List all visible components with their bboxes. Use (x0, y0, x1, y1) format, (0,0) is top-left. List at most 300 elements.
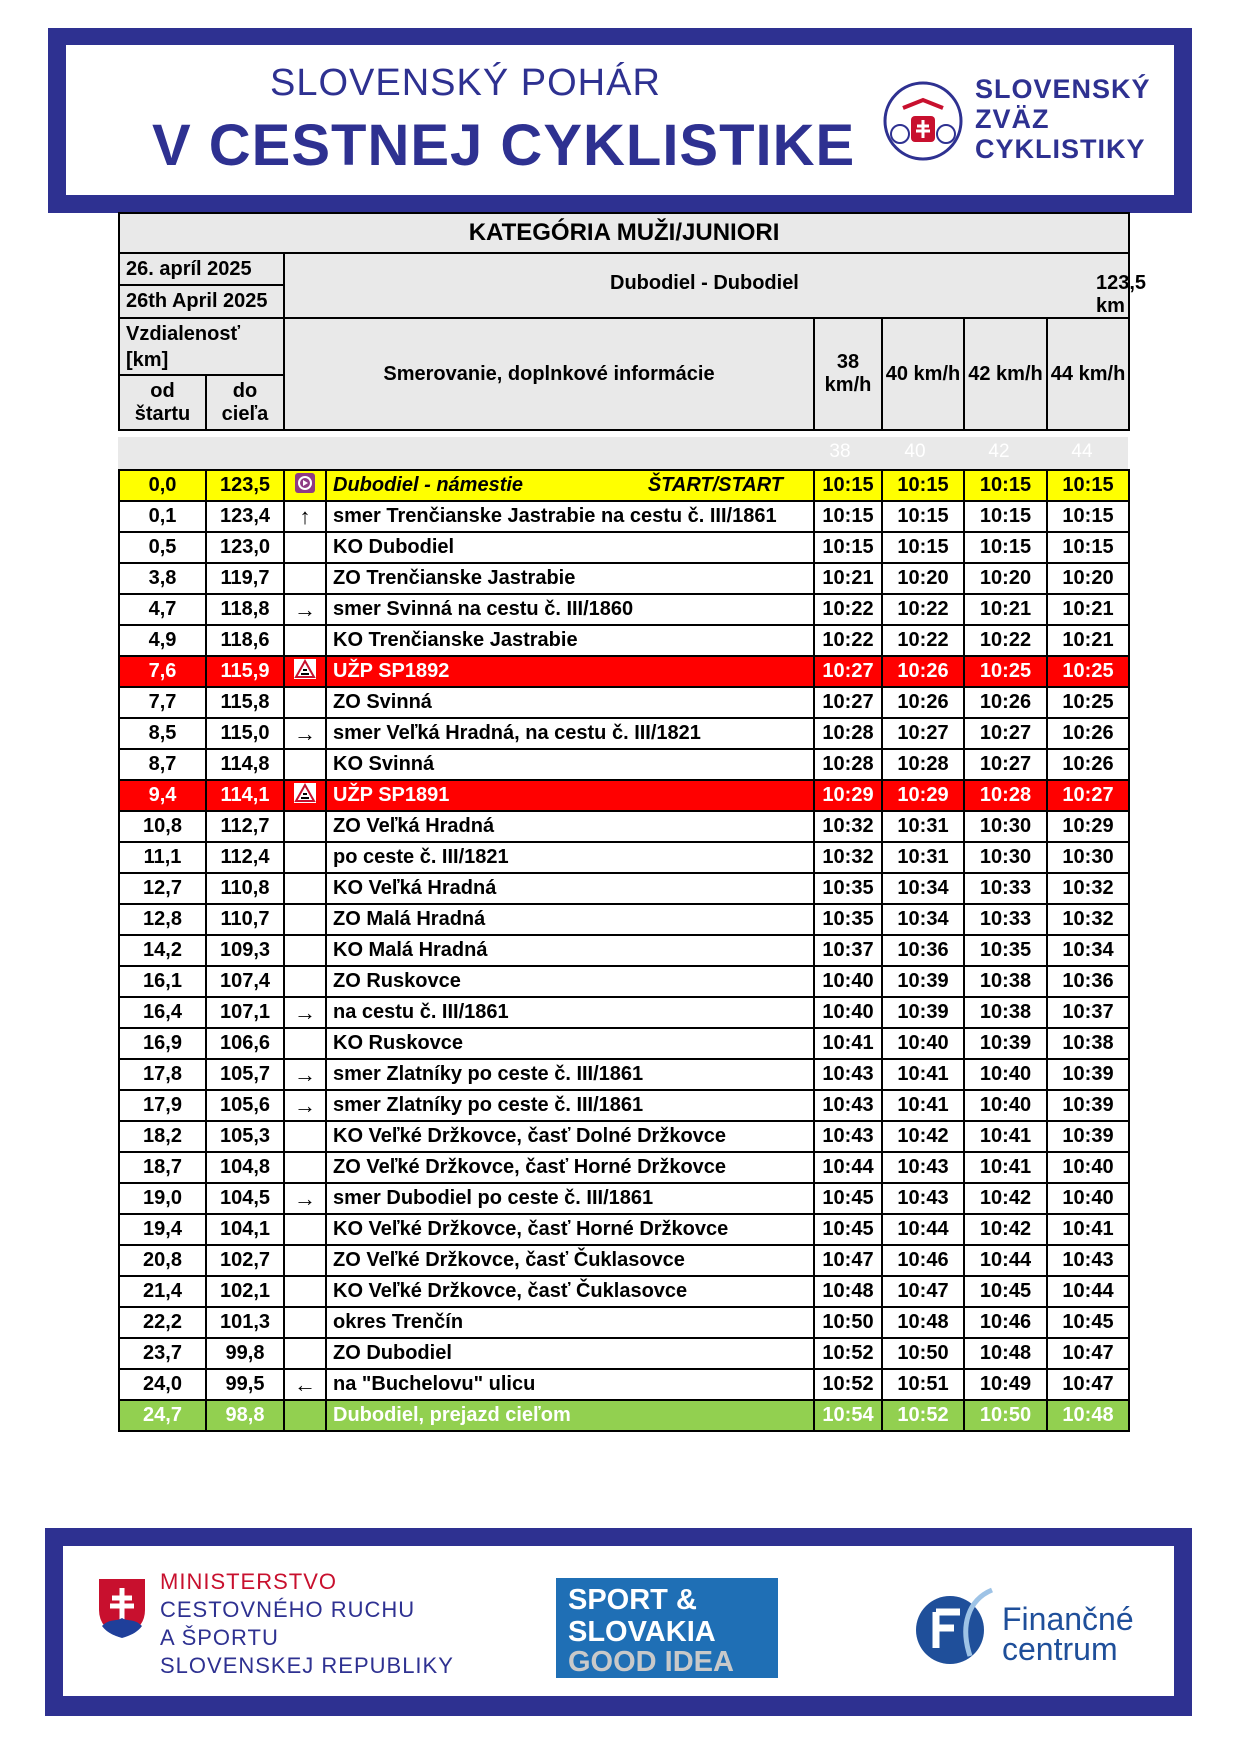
ministry-line2: CESTOVNÉHO RUCHU (160, 1597, 416, 1622)
to-finish-header: do cieľa (206, 375, 284, 430)
speed-header-38: 38 km/h (814, 318, 882, 430)
time-42: 10:15 (964, 532, 1047, 563)
table-row (119, 1152, 1129, 1183)
railway-crossing-icon (294, 783, 316, 808)
route-description-text: KO Veľká Hradná (333, 877, 497, 899)
km-to-finish: 105,3 (206, 1121, 284, 1152)
route-description-text: KO Veľké Držkovce, časť Horné Držkovce (333, 1218, 729, 1240)
time-42: 10:39 (964, 1028, 1047, 1059)
icon-cell (284, 563, 326, 594)
route-cell (284, 253, 1147, 318)
icon-cell (284, 904, 326, 935)
time-38: 10:35 (814, 904, 882, 935)
time-44: 10:29 (1047, 811, 1129, 842)
time-44: 10:26 (1047, 718, 1129, 749)
km-to-finish: 105,6 (206, 1090, 284, 1121)
time-40: 10:27 (882, 718, 964, 749)
time-40: 10:46 (882, 1245, 964, 1276)
route-description (326, 501, 814, 532)
km-to-finish: 99,5 (206, 1369, 284, 1400)
icon-cell (284, 1152, 326, 1183)
route-description (326, 904, 814, 935)
km-from-start: 16,1 (119, 966, 206, 997)
time-44: 10:39 (1047, 1059, 1129, 1090)
speed-number-40: 40 (904, 441, 926, 462)
route-description-text: smer Veľká Hradná, na cestu č. III/1821 (333, 722, 701, 744)
time-42: 10:15 (964, 470, 1047, 501)
time-38: 10:43 (814, 1059, 882, 1090)
time-38: 10:45 (814, 1214, 882, 1245)
table-row (119, 594, 1129, 625)
ministry-logo-text (160, 1568, 454, 1680)
time-44: 10:44 (1047, 1276, 1129, 1307)
km-to-finish: 98,8 (206, 1400, 284, 1431)
table-row (119, 997, 1129, 1028)
sport-slovakia-logo (556, 1578, 778, 1678)
icon-cell (284, 1369, 326, 1400)
icon-cell (284, 1214, 326, 1245)
time-44: 10:32 (1047, 904, 1129, 935)
icon-cell (284, 1338, 326, 1369)
km-from-start: 21,4 (119, 1276, 206, 1307)
km-from-start: 19,0 (119, 1183, 206, 1214)
icon-cell (284, 1245, 326, 1276)
table-row (119, 625, 1129, 656)
time-40: 10:31 (882, 811, 964, 842)
table-row (119, 718, 1129, 749)
time-38: 10:22 (814, 594, 882, 625)
sport-logo-line1: SPORT & (568, 1584, 697, 1616)
time-40: 10:31 (882, 842, 964, 873)
km-from-start: 19,4 (119, 1214, 206, 1245)
szc-org-name (975, 74, 1151, 164)
km-from-start: 8,7 (119, 749, 206, 780)
km-from-start: 3,8 (119, 563, 206, 594)
time-42: 10:44 (964, 1245, 1047, 1276)
speed-header-42: 42 km/h (964, 318, 1047, 430)
arrow-right-icon: → (294, 720, 316, 746)
km-from-start: 0,5 (119, 532, 206, 563)
route-description (326, 1400, 814, 1431)
time-44: 10:41 (1047, 1214, 1129, 1245)
table-row (119, 966, 1129, 997)
time-42: 10:27 (964, 718, 1047, 749)
icon-cell (284, 1090, 326, 1121)
time-38: 10:48 (814, 1276, 882, 1307)
route-description (326, 1183, 814, 1214)
category-title: KATEGÓRIA MUŽI/JUNIORI (119, 213, 1129, 253)
from-start-header: od štartu (119, 375, 206, 430)
arrow-right-icon: → (294, 999, 316, 1025)
fc-line2: centrum (1002, 1631, 1118, 1667)
route-description (326, 532, 814, 563)
km-to-finish: 107,4 (206, 966, 284, 997)
icon-cell (284, 625, 326, 656)
time-42: 10:30 (964, 811, 1047, 842)
time-42: 10:26 (964, 687, 1047, 718)
route-description (326, 1059, 814, 1090)
route-description-text: ZO Dubodiel (333, 1342, 452, 1364)
time-44: 10:45 (1047, 1307, 1129, 1338)
time-38: 10:37 (814, 935, 882, 966)
route-description (326, 811, 814, 842)
time-38: 10:15 (814, 470, 882, 501)
table-row (119, 1183, 1129, 1214)
route-description (326, 749, 814, 780)
time-42: 10:27 (964, 749, 1047, 780)
time-42: 10:38 (964, 966, 1047, 997)
time-42: 10:33 (964, 904, 1047, 935)
time-40: 10:22 (882, 594, 964, 625)
table-row (119, 935, 1129, 966)
time-42: 10:49 (964, 1369, 1047, 1400)
km-to-finish: 106,6 (206, 1028, 284, 1059)
time-40: 10:26 (882, 687, 964, 718)
km-from-start: 17,8 (119, 1059, 206, 1090)
time-44: 10:47 (1047, 1369, 1129, 1400)
icon-cell (284, 470, 326, 501)
time-38: 10:29 (814, 780, 882, 811)
time-44: 10:26 (1047, 749, 1129, 780)
route-description (326, 470, 814, 501)
route-description (326, 594, 814, 625)
arrow-right-icon: → (294, 1185, 316, 1211)
time-40: 10:50 (882, 1338, 964, 1369)
km-to-finish: 110,7 (206, 904, 284, 935)
icon-cell (284, 966, 326, 997)
route-description-text: KO Veľké Držkovce, časť Dolné Držkovce (333, 1125, 727, 1147)
szc-org-line3: CYKLISTIKY (975, 134, 1146, 164)
time-44: 10:39 (1047, 1121, 1129, 1152)
icon-cell (284, 842, 326, 873)
km-to-finish: 112,7 (206, 811, 284, 842)
route-description-text: smer Dubodiel po ceste č. III/1861 (333, 1187, 654, 1209)
time-44: 10:20 (1047, 563, 1129, 594)
km-from-start: 10,8 (119, 811, 206, 842)
km-to-finish: 110,8 (206, 873, 284, 904)
table-row (119, 1059, 1129, 1090)
railway-crossing-icon (294, 659, 316, 684)
arrow-right-icon: → (294, 596, 316, 622)
km-from-start: 8,5 (119, 718, 206, 749)
route-description-text: smer Trenčianske Jastrabie na cestu č. III/1861 (333, 505, 777, 527)
time-42: 10:41 (964, 1152, 1047, 1183)
ministry-line1: MINISTERSTVO (160, 1569, 338, 1594)
time-44: 10:40 (1047, 1183, 1129, 1214)
km-from-start: 16,9 (119, 1028, 206, 1059)
time-44: 10:21 (1047, 625, 1129, 656)
route-description-text: smer Svinná na cestu č. III/1860 (333, 598, 634, 620)
time-44: 10:25 (1047, 656, 1129, 687)
route-description-text: UŽP SP1891 (333, 784, 450, 806)
time-40: 10:41 (882, 1090, 964, 1121)
km-to-finish: 115,0 (206, 718, 284, 749)
route-name: Dubodiel - Dubodiel (610, 272, 799, 294)
route-description (326, 966, 814, 997)
directions-header: Smerovanie, doplnkové informácie (284, 318, 814, 430)
route-description-text: ZO Ruskovce (333, 970, 461, 992)
time-38: 10:47 (814, 1245, 882, 1276)
icon-cell (284, 811, 326, 842)
sport-logo-line3: GOOD IDEA (568, 1646, 734, 1678)
time-44: 10:32 (1047, 873, 1129, 904)
arrow-up-icon: ↑ (299, 503, 311, 529)
route-description-text: Dubodiel, prejazd cieľom (333, 1404, 571, 1426)
km-to-finish: 115,8 (206, 687, 284, 718)
route-description (326, 718, 814, 749)
icon-cell (284, 687, 326, 718)
race-date-sk: 26. apríl 2025 (119, 253, 284, 285)
time-44: 10:30 (1047, 842, 1129, 873)
time-40: 10:43 (882, 1183, 964, 1214)
time-42: 10:45 (964, 1276, 1047, 1307)
table-row (119, 470, 1129, 501)
speed-number-44: 44 (1071, 441, 1093, 462)
km-from-start: 12,7 (119, 873, 206, 904)
route-description (326, 997, 814, 1028)
icon-cell (284, 873, 326, 904)
time-44: 10:48 (1047, 1400, 1129, 1431)
route-description-text: KO Ruskovce (333, 1032, 464, 1054)
route-table (118, 469, 1130, 1432)
time-38: 10:50 (814, 1307, 882, 1338)
km-to-finish: 102,1 (206, 1276, 284, 1307)
time-44: 10:15 (1047, 532, 1129, 563)
time-40: 10:39 (882, 966, 964, 997)
speed-header-44: 44 km/h (1047, 318, 1129, 430)
time-40: 10:48 (882, 1307, 964, 1338)
time-40: 10:47 (882, 1276, 964, 1307)
route-description-text: Dubodiel - námestie (333, 474, 524, 496)
icon-cell (284, 532, 326, 563)
route-description (326, 1245, 814, 1276)
km-to-finish: 101,3 (206, 1307, 284, 1338)
time-38: 10:28 (814, 749, 882, 780)
route-table-body (119, 470, 1129, 1431)
distance-header: Vzdialenosť [km] (119, 318, 284, 375)
time-40: 10:51 (882, 1369, 964, 1400)
time-44: 10:37 (1047, 997, 1129, 1028)
km-to-finish: 104,1 (206, 1214, 284, 1245)
speed-number-42: 42 (988, 441, 1010, 462)
route-description (326, 935, 814, 966)
km-from-start: 17,9 (119, 1090, 206, 1121)
km-from-start: 7,7 (119, 687, 206, 718)
km-to-finish: 104,5 (206, 1183, 284, 1214)
szc-org-line2: ZVÄZ (975, 104, 1050, 134)
route-description-text: ZO Trenčianske Jastrabie (333, 567, 576, 589)
route-description-text: po ceste č. III/1821 (333, 846, 509, 868)
time-40: 10:15 (882, 532, 964, 563)
route-description-text: KO Malá Hradná (333, 939, 488, 961)
table-row (119, 1307, 1129, 1338)
icon-cell (284, 749, 326, 780)
route-description-text: ZO Svinná (333, 691, 432, 713)
route-description-text: KO Svinná (333, 753, 435, 775)
speed-header-40: 40 km/h (882, 318, 964, 430)
route-description (326, 1121, 814, 1152)
table-row (119, 1214, 1129, 1245)
km-from-start: 23,7 (119, 1338, 206, 1369)
time-42: 10:20 (964, 563, 1047, 594)
time-40: 10:41 (882, 1059, 964, 1090)
table-row (119, 873, 1129, 904)
time-44: 10:34 (1047, 935, 1129, 966)
table-row (119, 656, 1129, 687)
time-40: 10:15 (882, 501, 964, 532)
ministry-line4: SLOVENSKEJ REPUBLIKY (160, 1653, 454, 1678)
table-row (119, 501, 1129, 532)
time-40: 10:29 (882, 780, 964, 811)
time-44: 10:15 (1047, 501, 1129, 532)
szc-org-line1: SLOVENSKÝ (975, 74, 1151, 104)
start-label: ŠTART/START (647, 474, 783, 496)
time-38: 10:15 (814, 501, 882, 532)
arrow-right-icon: → (294, 1061, 316, 1087)
time-42: 10:48 (964, 1338, 1047, 1369)
time-38: 10:52 (814, 1369, 882, 1400)
table-row (119, 811, 1129, 842)
icon-cell (284, 1400, 326, 1431)
km-from-start: 11,1 (119, 842, 206, 873)
icon-cell (284, 935, 326, 966)
route-description-text: KO Trenčianske Jastrabie (333, 629, 578, 651)
time-42: 10:38 (964, 997, 1047, 1028)
km-to-finish: 104,8 (206, 1152, 284, 1183)
km-from-start: 24,7 (119, 1400, 206, 1431)
time-40: 10:39 (882, 997, 964, 1028)
icon-cell (284, 1307, 326, 1338)
slovak-coat-of-arms-icon (96, 1576, 148, 1640)
time-40: 10:15 (882, 470, 964, 501)
time-38: 10:43 (814, 1090, 882, 1121)
km-from-start: 20,8 (119, 1245, 206, 1276)
table-row (119, 687, 1129, 718)
route-description-text: smer Zlatníky po ceste č. III/1861 (333, 1094, 644, 1116)
speed-number-38: 38 (829, 441, 851, 462)
time-40: 10:34 (882, 904, 964, 935)
km-from-start: 0,0 (119, 470, 206, 501)
time-38: 10:27 (814, 687, 882, 718)
time-40: 10:36 (882, 935, 964, 966)
km-to-finish: 123,0 (206, 532, 284, 563)
arrow-left-icon: ← (294, 1371, 316, 1397)
table-row (119, 1090, 1129, 1121)
route-description (326, 625, 814, 656)
time-38: 10:15 (814, 532, 882, 563)
time-44: 10:39 (1047, 1090, 1129, 1121)
km-to-finish: 119,7 (206, 563, 284, 594)
time-38: 10:21 (814, 563, 882, 594)
page-title-line1: SLOVENSKÝ POHÁR (270, 62, 661, 104)
route-description (326, 1090, 814, 1121)
time-40: 10:22 (882, 625, 964, 656)
km-to-finish: 118,8 (206, 594, 284, 625)
route-description (326, 1152, 814, 1183)
km-to-finish: 105,7 (206, 1059, 284, 1090)
icon-cell (284, 1276, 326, 1307)
km-from-start: 0,1 (119, 501, 206, 532)
route-description (326, 842, 814, 873)
time-42: 10:46 (964, 1307, 1047, 1338)
km-to-finish: 102,7 (206, 1245, 284, 1276)
time-44: 10:47 (1047, 1338, 1129, 1369)
time-44: 10:21 (1047, 594, 1129, 625)
route-description-text: ZO Veľká Hradná (333, 815, 495, 837)
speed-number-bar (118, 437, 1128, 469)
route-description-text: UŽP SP1892 (333, 660, 450, 682)
page-title-line2: V CESTNEJ CYKLISTIKE (152, 113, 856, 178)
route-description-text: na "Buchelovu" ulicu (333, 1373, 536, 1395)
time-38: 10:22 (814, 625, 882, 656)
table-row (119, 1400, 1129, 1431)
icon-cell (284, 718, 326, 749)
time-38: 10:52 (814, 1338, 882, 1369)
table-row (119, 1276, 1129, 1307)
km-from-start: 18,2 (119, 1121, 206, 1152)
financne-centrum-logo-icon (910, 1586, 994, 1670)
time-38: 10:28 (814, 718, 882, 749)
race-info-table (118, 212, 1147, 431)
route-description (326, 873, 814, 904)
time-40: 10:28 (882, 749, 964, 780)
time-42: 10:21 (964, 594, 1047, 625)
route-description (326, 1028, 814, 1059)
time-42: 10:50 (964, 1400, 1047, 1431)
route-description (326, 1276, 814, 1307)
time-40: 10:34 (882, 873, 964, 904)
route-description-text: okres Trenčín (333, 1311, 464, 1333)
icon-cell (284, 780, 326, 811)
km-to-finish: 123,4 (206, 501, 284, 532)
time-42: 10:15 (964, 501, 1047, 532)
km-to-finish: 99,8 (206, 1338, 284, 1369)
time-40: 10:43 (882, 1152, 964, 1183)
time-38: 10:32 (814, 842, 882, 873)
time-44: 10:36 (1047, 966, 1129, 997)
time-42: 10:28 (964, 780, 1047, 811)
km-from-start: 9,4 (119, 780, 206, 811)
time-42: 10:41 (964, 1121, 1047, 1152)
time-38: 10:40 (814, 966, 882, 997)
km-from-start: 22,2 (119, 1307, 206, 1338)
time-40: 10:20 (882, 563, 964, 594)
route-description-text: smer Zlatníky po ceste č. III/1861 (333, 1063, 644, 1085)
km-to-finish: 114,1 (206, 780, 284, 811)
fc-line1: Finančné (1002, 1601, 1134, 1637)
time-40: 10:26 (882, 656, 964, 687)
km-from-start: 14,2 (119, 935, 206, 966)
time-38: 10:54 (814, 1400, 882, 1431)
time-44: 10:43 (1047, 1245, 1129, 1276)
time-42: 10:42 (964, 1214, 1047, 1245)
table-row (119, 749, 1129, 780)
time-42: 10:33 (964, 873, 1047, 904)
route-description (326, 563, 814, 594)
time-40: 10:42 (882, 1121, 964, 1152)
financne-centrum-text (1002, 1601, 1134, 1667)
table-row (119, 904, 1129, 935)
km-from-start: 18,7 (119, 1152, 206, 1183)
route-description (326, 656, 814, 687)
table-row (119, 842, 1129, 873)
icon-cell (284, 656, 326, 687)
icon-cell (284, 501, 326, 532)
time-38: 10:27 (814, 656, 882, 687)
route-description-text: KO Dubodiel (333, 536, 455, 558)
time-42: 10:30 (964, 842, 1047, 873)
km-to-finish: 118,6 (206, 625, 284, 656)
